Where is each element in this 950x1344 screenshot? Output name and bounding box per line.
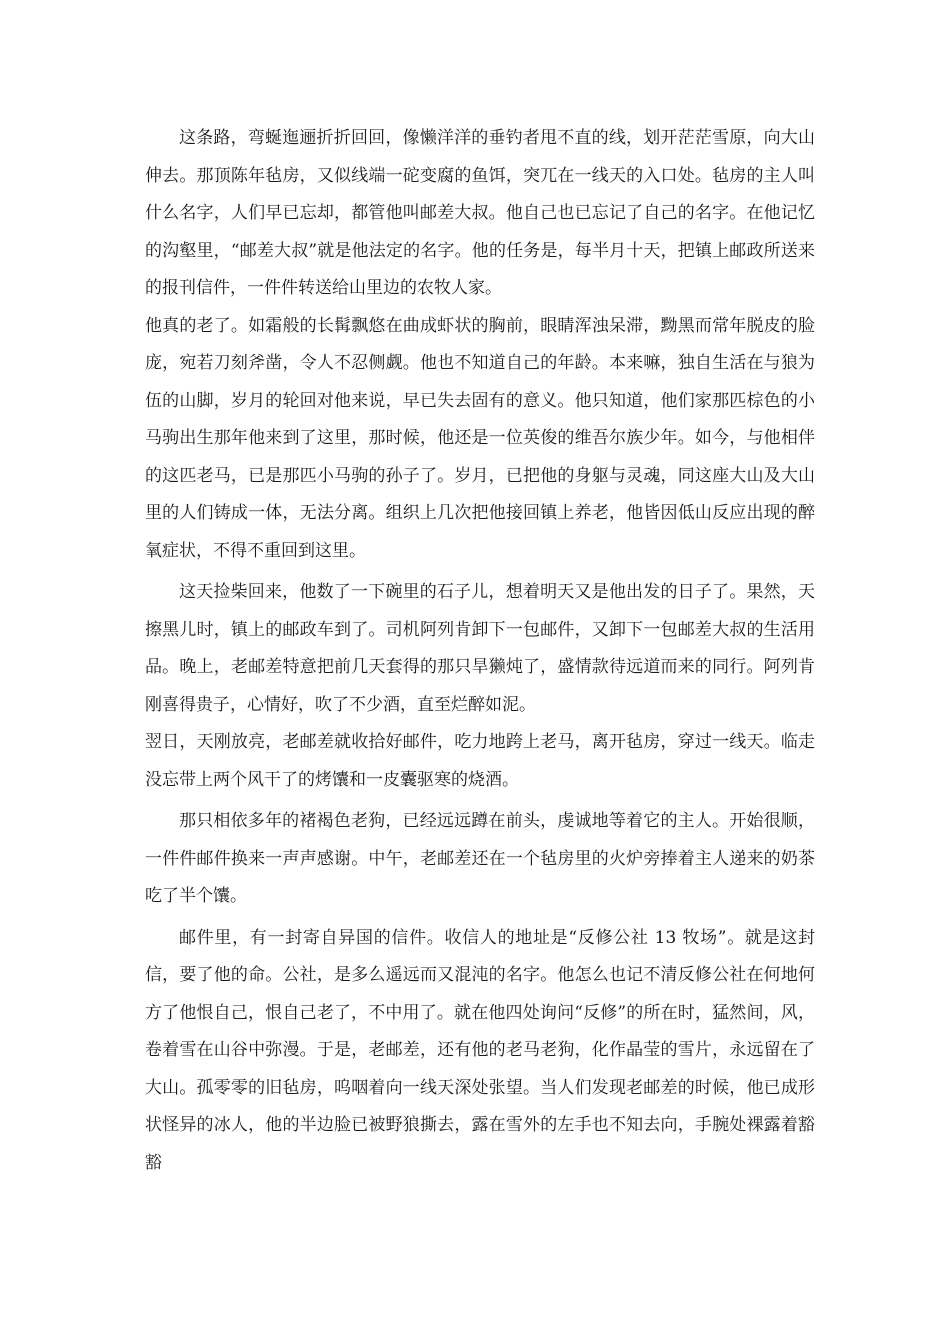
paragraph-6: 邮件里，有一封寄自异国的信件。收信人的地址是“反修公社 13 牧场”。就是这封信，要了他的命。公社，是多么遥远而又混沌的名字。他怎么也记不清反修公社在何地何方了他恨自己，恨自己老了，不中用了。就在他四处询问“反修”的所在时，猛然间，风，卷着雪在山谷中弥漫。于是，老邮差，还有他的老马老狗，化作晶莹的雪片，永远留在了大山。孤零零的旧毡房，呜咽着向一线天深处张望。当人们发现老邮差的时候，他已成形状怪异的冰人，他的半边脸已被野狼撕去，露在雪外的左手也不知去向，手腕处裸露着豁豁	[145, 927, 815, 1173]
paragraph-5: 那只相依多年的褚褐色老狗，已经远远蹲在前头，虔诚地等着它的主人。开始很顺，一件件邮件换来一声声感谢。中午，老邮差还在一个毡房里的火炉旁捧着主人递来的奶茶吃了半个馕。	[145, 811, 815, 906]
paragraph-4: 翌日，天刚放亮，老邮差就收拾好邮件，吃力地跨上老马，离开毡房，穿过一线天。临走没忘带上两个风干了的烤馕和一皮囊驱寒的烧酒。	[145, 732, 815, 790]
paragraph-3: 这天捡柴回来，他数了一下碗里的石子儿，想着明天又是他出发的日子了。果然，天擦黑儿时，镇上的邮政车到了。司机阿列肯卸下一包邮件，又卸下一包邮差大叔的生活用品。晚上，老邮差特意把前几天套得的那只旱獭炖了，盛情款待远道而来的同行。阿列肯刚喜得贵子，心情好，吹了不少酒，直至烂醉如泥。	[145, 582, 815, 715]
paragraph-2: 他真的老了。如霜般的长髯飘悠在曲成虾状的胸前，眼睛浑浊呆滞，黝黑而常年脱皮的脸庞，宛若刀刻斧凿，令人不忍侧觑。他也不知道自己的年龄。本来嘛，独自生活在与狼为伍的山脚，岁月的轮回对他来说，早已失去固有的意义。他只知道，他们家那匹棕色的小马驹出生那年他来到了这里，那时候，他还是一位英俊的维吾尔族少年。如今，与他相伴的这匹老马，已是那匹小马驹的孙子了。岁月，已把他的身躯与灵魂，同这座大山及大山里的人们铸成一体，无法分离。组织上几次把他接回镇上养老，他皆因低山反应出现的醉氧症状，不得不重回到这里。	[145, 315, 815, 561]
paragraph-1: 这条路，弯蜒迤逦折折回回，像懒洋洋的垂钓者甩不直的线，划开茫茫雪原，向大山伸去。那顶陈年毡房，又似线端一砣变腐的鱼饵，突兀在一线天的入口处。毡房的主人叫什么名字，人们早已忘却，都管他叫邮差大叔。他自己也已忘记了自己的名字。在他记忆的沟壑里，“邮差大叔”就是他法定的名字。他的任务是，每半月十天，把镇上邮政所送来的报刊信件，一件件转送给山里边的农牧人家。	[145, 128, 815, 298]
article-body	[145, 120, 815, 1182]
